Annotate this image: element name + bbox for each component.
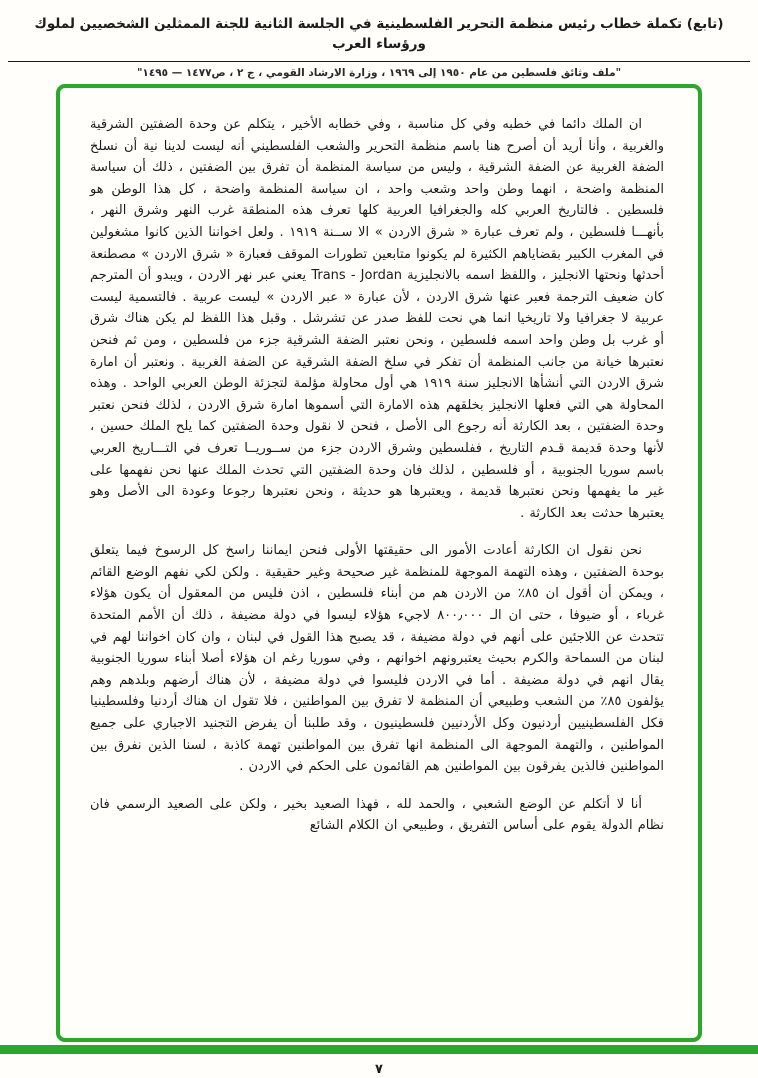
green-border-frame (56, 84, 702, 1042)
body-paragraph-2: نحن نقول ان الكارثة أعادت الأمور الى حقيقتها الأولى فنحن ايماننا راسخ كل الرسوخ فيما يتعلق بوحدة الضفتين ، وهذه التهمة الموجهة للمنظمة غير صحيحة وغير حقيقية . ولكن لكي نفهم الوضع القائم ، ويمكن أن أقول ان ٨٥٪ من الاردن هم من أبناء فلسطين ، اذن فليس من المعقول أن يكون هؤلاء غرباء ، أو ضيوفا ، حتى ان الـ ٨٠٠٫٠٠٠ لاجيء هؤلاء ليسوا في دولة مضيفة ، ذلك أن الأمم المتحدة تتحدث عن اللاجئين على أنهم في دولة مضيفة ، قد يصبح هذا القول في لبنان ، وان كان اخواننا لهم في لبنان من السماحة والكرم بحيث يعتبرونهم اخوانهم ، وفي سوريا رغم ان هؤلاء أصلا أبناء سوريا الجنوبية يقال انهم في دولة مضيفة . أما في الاردن فليسوا في دولة مضيفة ، لأن هناك أرضهم وبلدهم وهم يؤلفون ٨٥٪ من الشعب وطبيعي أن المنظمة لا تفرق بين المواطنين ، فلا تقول ان هناك أردنيا وفلسطينيا فكل الفلسطينيين أردنيون وكل الأردنيين فلسطينيون ، وقد طلبنا أن يفرض التجنيد الاجباري على جميع المواطنين ، والتهمة الموجهة الى المنظمة انها تفرق بين المواطنين تهمة كاذبة ، لسنا الذين نفرق بين المواطنين فالذين يفرقون بين المواطنين هم القائمون على الحكم في الاردن . (90, 543, 664, 775)
body-paragraph-1: ان الملك دائما في خطبه وفي كل مناسبة ، وفي خطابه الأخير ، يتكلم عن وحدة الضفتين الشرقية والغربية ، وأنا أريد أن أصرح هنا باسم منظمة التحرير والشعب الفلسطيني أنه ليست لدينا نية أن نسلخ الضفة الغربية عن الضفة الشرقية ، وليس من سياسة المنظمة أن تفرق بين الضفتين ، ذلك أن سياسة المنظمة واضحة ، انهما وطن واحد وشعب واحد ، ان سياسة المنظمة واضحة ، كل هذا الوطن هو فلسطين . فالتاريخ العربي كله والجغرافيا العربية كلها تعرف هذه المنطقة غرب النهر وشرق النهر ، بأنهـــا فلسطين ، ولم تعرف عبارة « شرق الاردن » الا ســنة ١٩١٩ . ولعل اخواننا الذين كانوا مشغولين في المغرب الكبير بقضاياهم الكثيرة لم يكونوا متابعين تطورات الموقف فعبارة « شرق الاردن » مصطنعة أحدثها ونحتها الانجليز ، واللفظ اسمه بالانجليزية Trans - Jordan يعني عبر نهر الاردن ، ويبدو أن المترجم كان ضعيف الترجمة فعبر عنها شرق الاردن ، لأن عبارة « عبر الاردن » ليست عربية . فالتسمية ليست عربية لا جغرافيا ولا تاريخيا انما هي نحت للفظ صدر عن تشرشل . وقبل هذا اللفظ لم يكن هناك شرق أو غرب بل وطن واحد اسمه فلسطين ، ونحن نعتبر الضفة الشرقية جزء من فلسطين ، ومن ثم فنحن نعتبرها خيانة من جانب المنظمة أن تفكر في سلخ الضفة الشرقية عن الضفة الغربية . ونعتبر أن امارة شرق الاردن التي أنشأها الانجليز سنة ١٩١٩ هي أول محاولة مؤلمة لتجزئة الوطن العربي الواحد . وهذه المحاولة هي التي فعلها الانجليز بخلقهم هذه الامارة التي أسموها امارة شرق الاردن ، لذلك فنحن نعتبر وحدة الضفتين ، بعد الكارثة أنه رجوع الى الأصل ، فنحن لا نقول وحدة الضفتين كما يلح الملك حسين ، لأنها وحدة قديمة قـدم التاريخ ، ففلسطين وشرق الاردن جزء من ســوريــا تعرف في التـــاريخ العربي باسم سوريا الجنوبية ، أو فلسطين ، لذلك فان وحدة الضفتين التي تحدث الملك عنها نحن نفهمها على غير ما يفهمها ونحن نعتبرها قديمة ، ويعتبرها هو حديثة ، ونحن نعتبرها رجوعا وعودة الى الأصل وهو يعتبرها حدثت بعد الكارثة . (90, 117, 665, 521)
document-title: (تابع) تكملة خطاب رئيس منظمة التحرير الفلسطينية في الجلسة الثانية للجنة الممثلين الشخصيين لملوك ورؤساء العرب (34, 16, 724, 53)
page-number: ٧ (375, 1062, 383, 1077)
bottom-green-bar (0, 1045, 758, 1054)
source-citation: "ملف وثائق فلسطين من عام ١٩٥٠ إلى ١٩٦٩ ، وزارة الارشاد القومي ، ج ٢ ، ص١٤٧٧ — ١٤٩٥" (136, 66, 622, 79)
body-paragraph-3: أنا لا أتكلم عن الوضع الشعبي ، والحمد لله ، فهذا الصعيد بخير ، ولكن على الصعيد الرسمي فان نظام الدولة يقوم على أساس التفريق ، وطبيعي ان الكلام الشائع (90, 796, 664, 834)
header-divider (8, 61, 750, 62)
page-header (0, 0, 758, 79)
